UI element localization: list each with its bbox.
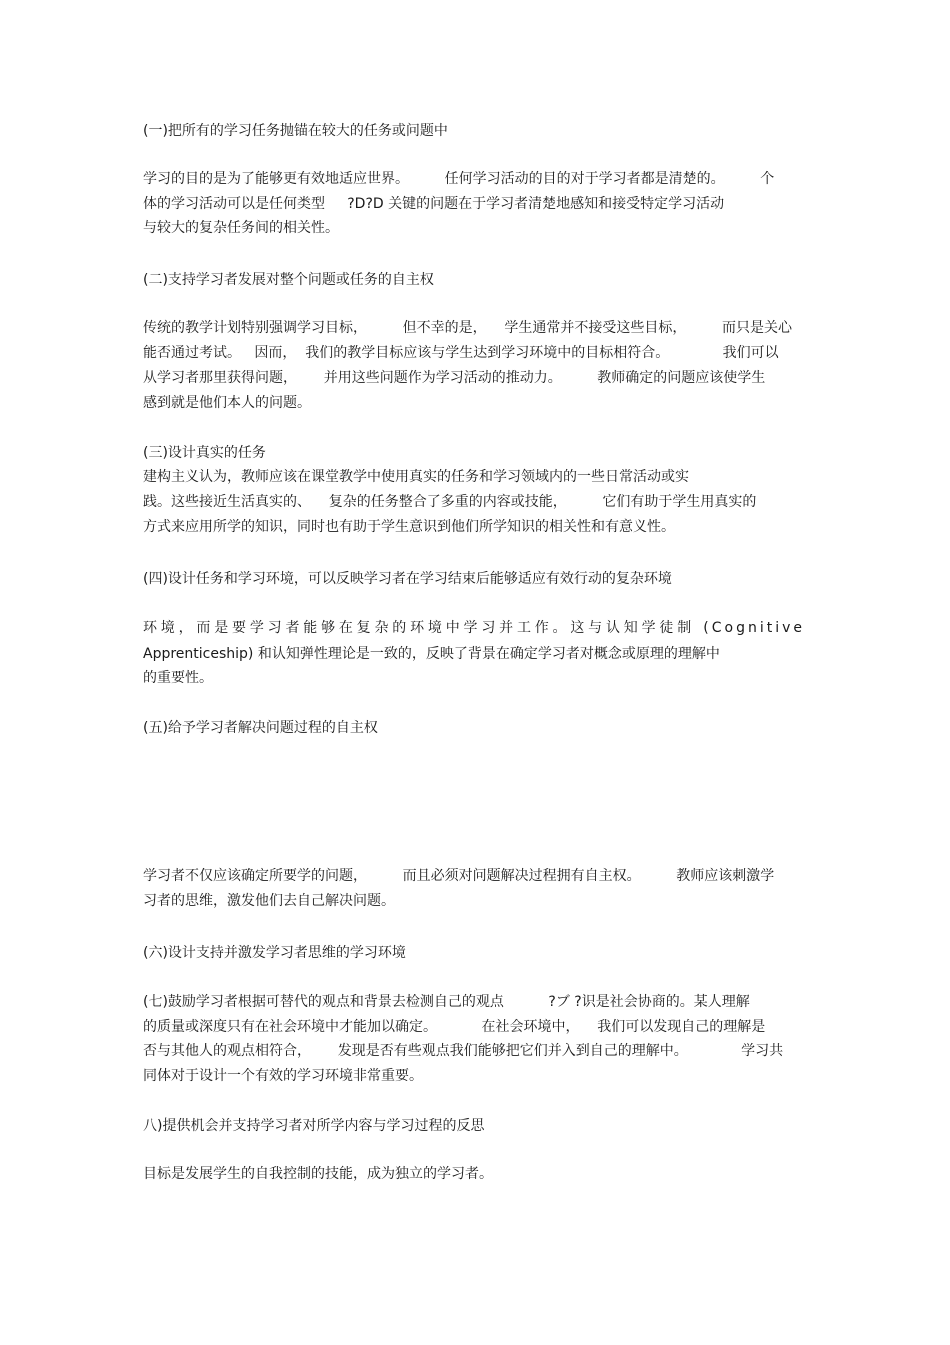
paragraph-line: 同体对于设计一个有效的学习环境非常重要。 (143, 1068, 423, 1084)
paragraph-line: 传统的教学计划特别强调学习目标， 但不幸的是， 学生通常并不接受这些目标， 而只是关心 (143, 320, 793, 336)
paragraph-line: 否与其他人的观点相符合， 发现是否有些观点我们能够把它们并入到自己的理解中。 学习共 (143, 1043, 784, 1059)
heading-8: 八)提供机会并支持学习者对所学内容与学习过程的反思 (143, 1118, 485, 1134)
paragraph-line: 建构主义认为，教师应该在课堂教学中使用真实的任务和学习领域内的一些日常活动或实 (143, 469, 689, 485)
paragraph-line: 习者的思维，激发他们去自己解决问题。 (143, 893, 395, 909)
paragraph-line: Apprenticeship) 和认知弹性理论是一致的，反映了背景在确定学习者对概念或原理的理解中 (143, 646, 720, 662)
heading-7-line: (七)鼓励学习者根据可替代的观点和背景去检测自己的观点 ?ブ ?识是社会协商的。某人理解 (143, 994, 750, 1010)
paragraph-line: 的重要性。 (143, 670, 213, 686)
paragraph-line: 感到就是他们本人的问题。 (143, 395, 311, 411)
heading-4: (四)设计任务和学习环境，可以反映学习者在学习结束后能够适应有效行动的复杂环境 (143, 571, 672, 587)
paragraph-line: 环境，而是要学习者能够在复杂的环境中学习并工作。这与认知学徒制 (Cognitive (143, 620, 805, 636)
heading-5: (五)给予学习者解决问题过程的自主权 (143, 720, 378, 736)
paragraph-line: 学习的目的是为了能够更有效地适应世界。 任何学习活动的目的对于学习者都是清楚的。 个 (143, 171, 775, 187)
heading-1: (一)把所有的学习任务抛锚在较大的任务或问题中 (143, 123, 448, 139)
paragraph-line: 践。这些接近生活真实的、 复杂的任务整合了多重的内容或技能， 它们有助于学生用真实的 (143, 494, 757, 510)
heading-2: (二)支持学习者发展对整个问题或任务的自主权 (143, 272, 434, 288)
paragraph-line: 的质量或深度只有在社会环境中才能加以确定。 在社会环境中， 我们可以发现自己的理解是 (143, 1019, 766, 1035)
paragraph-line: 体的学习活动可以是任何类型 ?D?D 关键的问题在于学习者清楚地感知和接受特定学习活动 (143, 196, 725, 212)
paragraph-line: 目标是发展学生的自我控制的技能，成为独立的学习者。 (143, 1166, 493, 1182)
paragraph-line: 学习者不仅应该确定所要学的问题， 而且必须对问题解决过程拥有自主权。 教师应该刺激学 (143, 868, 775, 884)
paragraph-line: 与较大的复杂任务间的相关性。 (143, 220, 339, 236)
paragraph-line: 能否通过考试。 因而， 我们的教学目标应该与学生达到学习环境中的目标相符合。 我们可以 (143, 345, 779, 361)
heading-3: (三)设计真实的任务 (143, 445, 266, 461)
heading-6: (六)设计支持并激发学习者思维的学习环境 (143, 945, 406, 961)
paragraph-line: 从学习者那里获得问题， 并用这些问题作为学习活动的推动力。 教师确定的问题应该使学生 (143, 370, 766, 386)
paragraph-line: 方式来应用所学的知识，同时也有助于学生意识到他们所学知识的相关性和有意义性。 (143, 519, 675, 535)
